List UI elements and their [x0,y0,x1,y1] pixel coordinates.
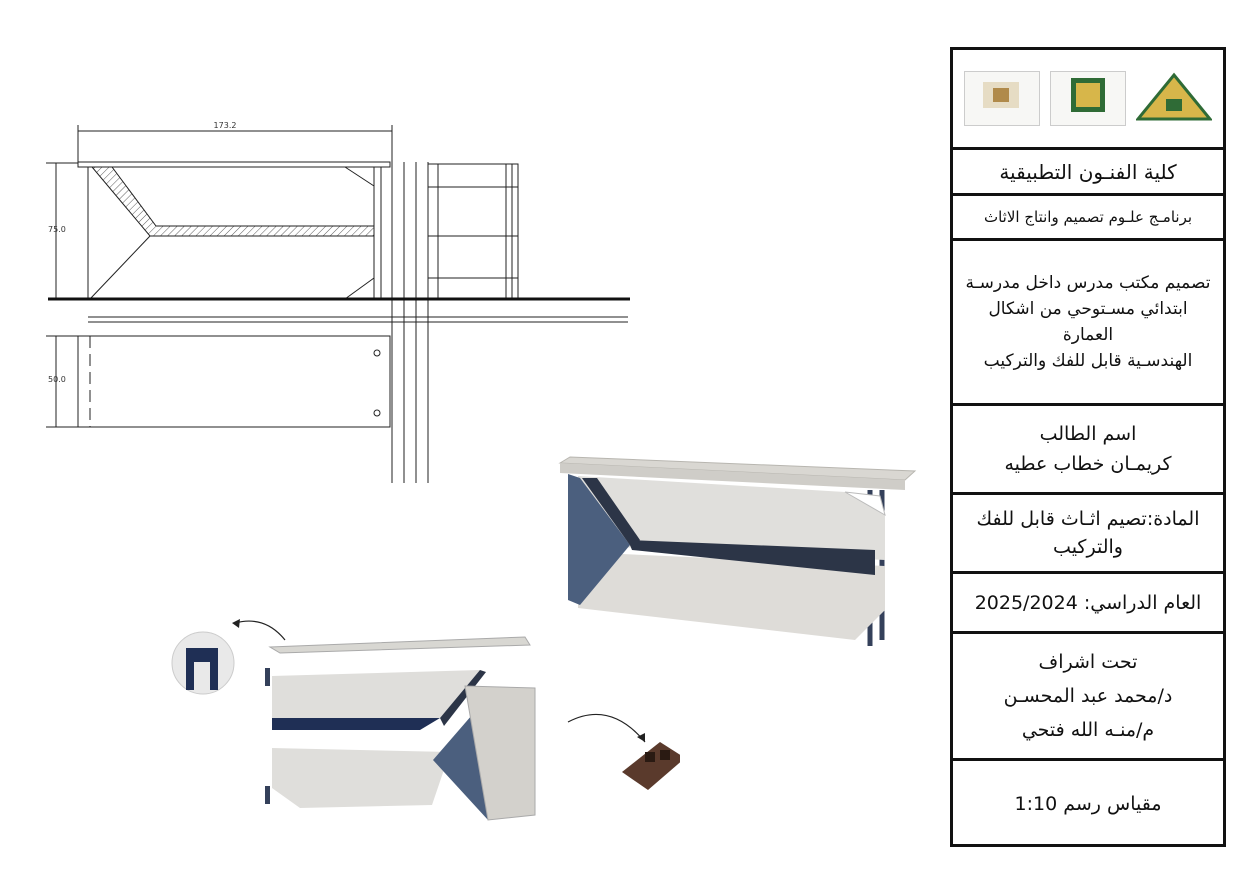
supervisor-label: تحت اشراف [1038,651,1138,673]
institute-logo-icon [1050,71,1126,126]
joint-detail-icon [172,632,234,694]
width-dimension-label: 173.2 [213,121,237,130]
project-title-line-3: الهندسـية قابل للفك والتركيب [983,351,1193,371]
subject: المادة:تصيم اثـاث قابل للفك والتركيب [976,508,1200,558]
college-name: كلية الفنـون التطبيقية [999,159,1177,184]
program-name: برنامـج علـوم تصميم وانتاج الاثاث [983,208,1193,226]
student-name: كريمـان خطاب عطيه [1004,453,1172,475]
height-dimension-label: 75.0 [48,225,66,234]
depth-dimension-label: 50.0 [48,375,66,384]
logos-row [953,50,1223,147]
program-logo-icon [964,71,1040,126]
scale-label: مقياس رسم [1063,793,1162,815]
hatched-v-panel [92,167,374,236]
project-title-line-2: ابتدائي مسـتوحي من اشكال العمارة [988,299,1188,345]
academic-year [953,574,1223,631]
year-value: 2025/2024 [974,591,1078,614]
connector-fitting-icon [622,742,680,790]
supervisor-1: د/محمد عبد المحسـن [1003,685,1173,707]
exploded-view [160,600,680,890]
project-title-line-1: تصميم مكتب مدرس داخل مدرسـة [965,273,1211,293]
year-label: العام الدراسي: [1083,591,1202,614]
orthographic-drawing [0,0,640,490]
university-logo-icon [1136,71,1212,126]
supervisor-section [953,634,1223,758]
title-block [950,47,1226,847]
student-section [953,406,1223,492]
scale-value: 1:10 [1014,793,1058,815]
supervisor-2: م/منـه الله فتحي [1021,719,1155,741]
project-title [953,241,1223,403]
drawing-scale [953,761,1223,847]
student-label: اسم الطالب [1039,423,1137,445]
